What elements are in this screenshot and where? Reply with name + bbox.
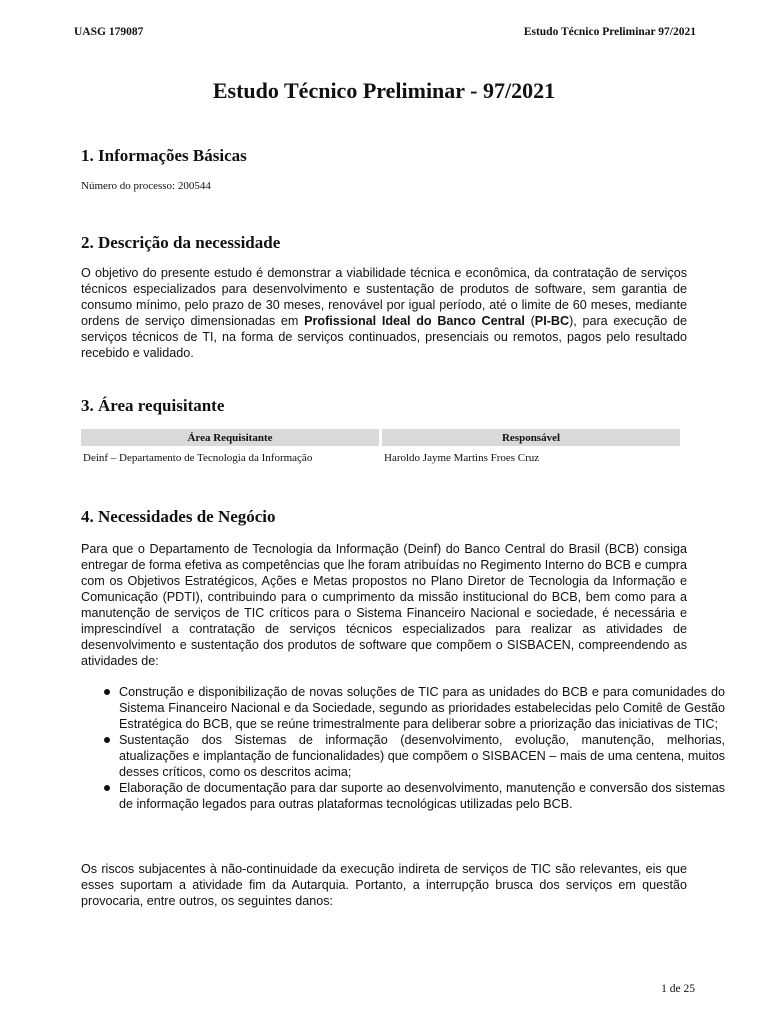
s2-bold-pibc: PI-BC [534,314,570,328]
section-3-heading: 3. Área requisitante [81,396,225,415]
bullet-icon [104,689,110,695]
list-item [119,684,725,732]
requesting-area-table [78,429,683,470]
list-item-text: Construção e disponibilização de novas soluções de TIC para as unidades do BCB e para comunidades do Sistema Financeiro Nacional e da Sociedade, segundo as prioridades estabelecidas pelo Comitê de Gestão Estratégica do BCB, que se reúne trimestralmente para deliberar sobre a priorização das iniciativas de TIC; [119,685,725,731]
s2-text-a: O objetivo do presente estudo é demonstrar a viabilidade técnica e econômica, da contratação de serviços técnicos especializados para desenvolvimento e sustentação de produtos de software, sem garantia de consumo mínimo, pelo prazo de 30 meses, renovável por igual período, até o limite de 60 meses, mediante ordens de serviço dimensionadas em [81,266,687,328]
page-number: 1 de 25 [661,983,695,995]
section-4-closing: Os riscos subjacentes à não-continuidade da execução indireta de serviços de TIC são relevantes, eis que esses suportam a atividade fim da Autarquia. Portanto, a interrupção brusca dos serviços em questão provocaria, entre outros, os seguintes danos: [81,862,687,908]
s2-bold-pibc-name: Profissional Ideal do Banco Central [304,314,525,328]
section-4-intro: Para que o Departamento de Tecnologia da Informação (Deinf) do Banco Central do Brasil (BCB) consiga entregar de forma efetiva as competências que lhe foram atribuídas no Regimento Interno do BCB e cumpra com os Objetivos Estratégicos, Ações e Metas propostos no Plano Diretor de Tecnologia da Informação e Comunicação (PDTI), contribuindo para o cumprimento da missão institucional do BCB, bem como para a manutenção de serviços de TIC críticos para o Sistema Financeiro Nacional e sociedade, é necessária e imprescindível a contratação de serviços técnicos especializados para realizar as atividades de desenvolvimento e sustentação dos produtos de software que compõem o SISBACEN, compreendendo as atividades de: [81,542,687,668]
process-number: Número do processo: 200544 [81,180,211,192]
list-item [119,780,725,812]
table-header-row [81,429,680,446]
section-2-heading: 2. Descrição da necessidade [81,233,281,252]
activities-list [81,684,725,812]
table-cell-area: Deinf – Departamento de Tecnologia da Informação [83,452,313,464]
s2-text-b: ( [524,314,535,328]
table-cell-responsible: Haroldo Jayme Martins Froes Cruz [384,452,540,464]
section-2-paragraph [81,265,687,361]
list-item-text: Elaboração de documentação para dar suporte ao desenvolvimento, manutenção e conversão dos sistemas de informação legados para outras plataformas tecnológicas utilizadas pelo BCB. [119,781,725,811]
header-uasg: UASG 179087 [74,26,144,38]
header-doc-ref: Estudo Técnico Preliminar 97/2021 [523,26,696,38]
bullet-icon [104,737,110,743]
list-item-text: Sustentação dos Sistemas de informação (desenvolvimento, evolução, manutenção, melhorias, atualizações e implantação de funcionalidades) que compõem o SISBACEN – mais de uma centena, muitos desses críticos, como os descritos acima; [119,733,725,779]
s2-text-c: ), para execução de serviços técnicos de TI, na forma de serviços continuados, presenciais ou remotos, pagos pelo resultado recebido e validado. [81,314,687,360]
page-header [74,26,696,38]
list-item [119,732,725,780]
table-header-area: Área Requisitante [81,429,379,446]
table-header-responsible: Responsável [382,429,680,446]
bullet-icon [104,785,110,791]
section-4-heading: 4. Necessidades de Negócio [81,507,276,526]
document-title: Estudo Técnico Preliminar - 97/2021 [212,78,556,103]
section-1-heading: 1. Informações Básicas [81,146,247,165]
table-row [81,446,680,470]
